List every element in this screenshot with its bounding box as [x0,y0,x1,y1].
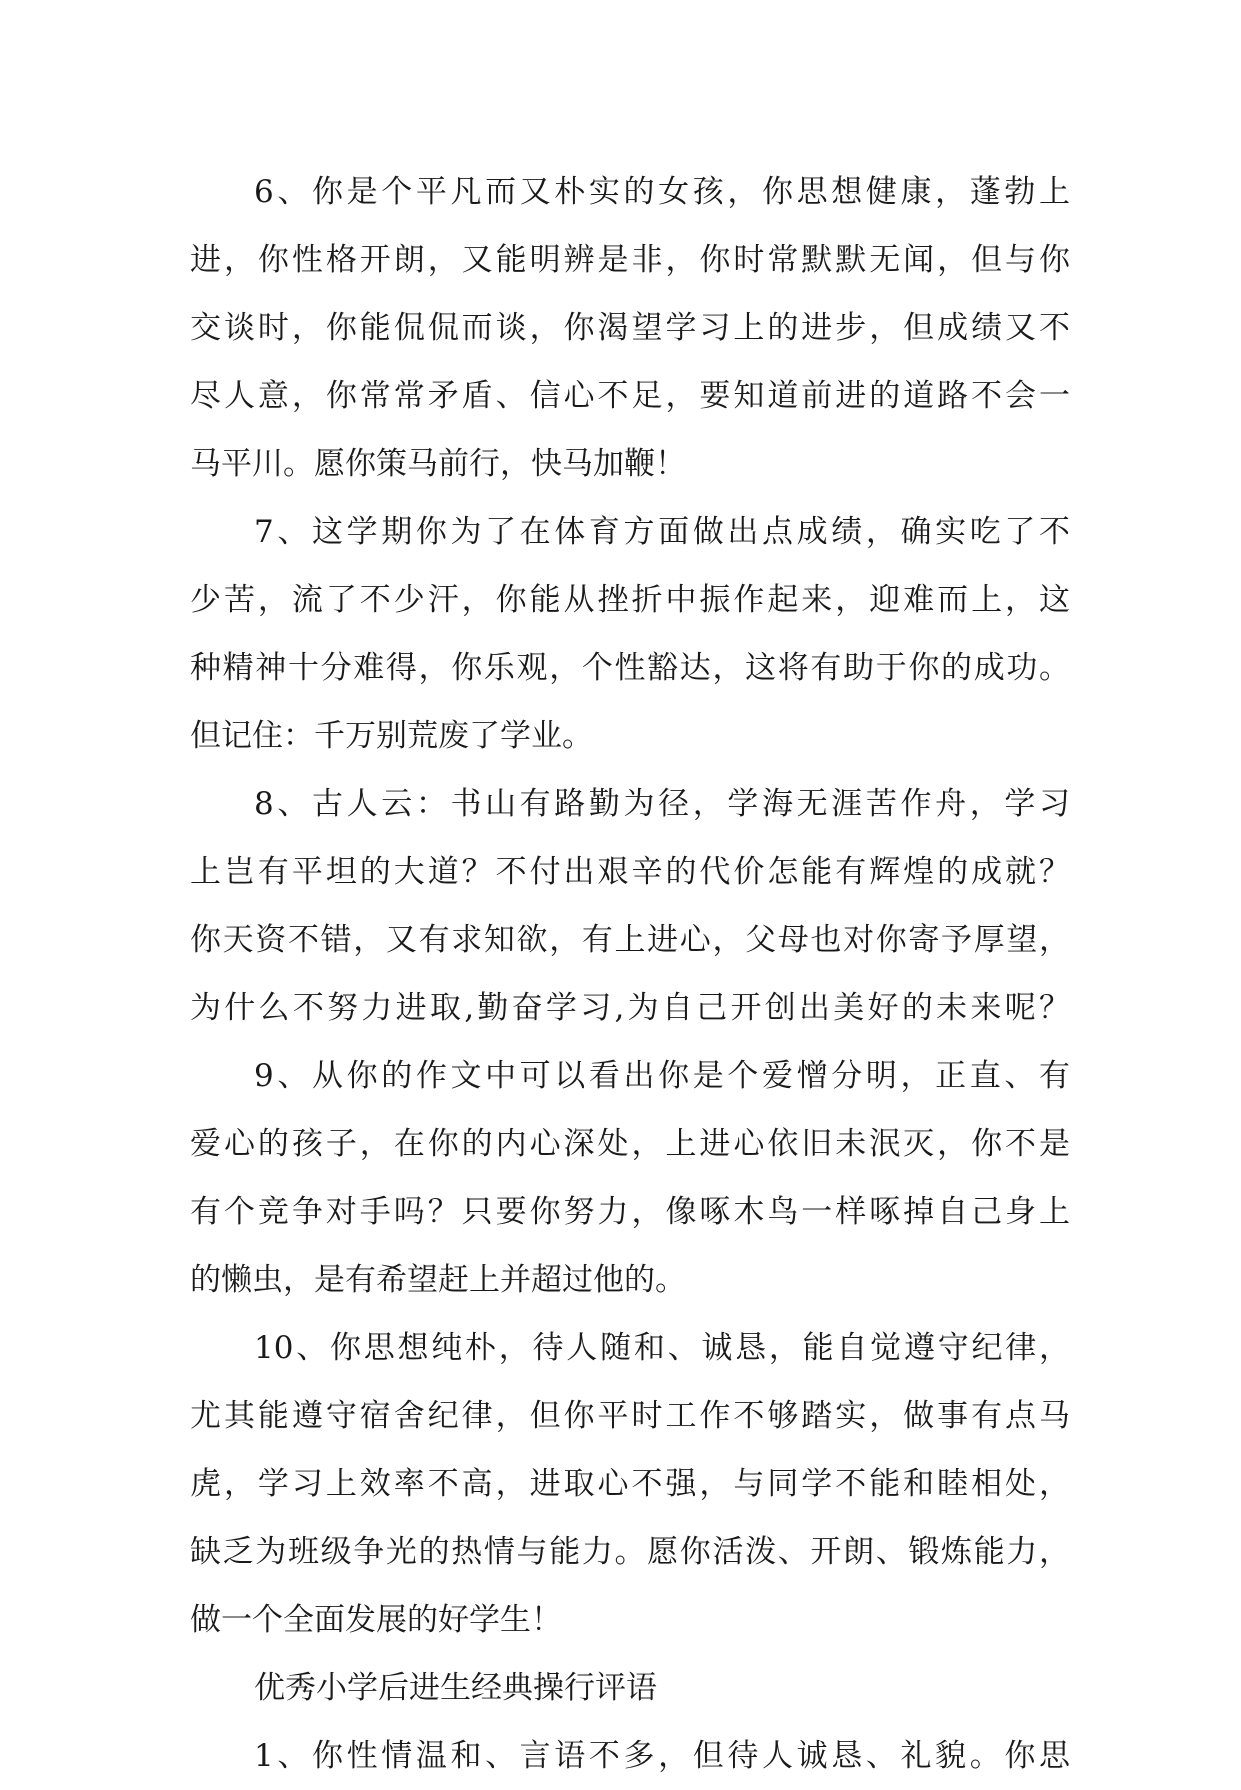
paragraph-8-line-1: 8、古人云：书山有路勤为径，学海无涯苦作舟，学习 [254,786,1070,822]
paragraph-6-line-3: 交谈时，你能侃侃而谈，你渴望学习上的进步，但成绩又不 [190,310,1070,346]
paragraph-10-line-5: 做一个全面发展的好学生！ [190,1602,562,1638]
paragraph-6-line-2: 进，你性格开朗，又能明辨是非，你时常默默无闻，但与你 [190,242,1070,278]
paragraph-7-line-1: 7、这学期你为了在体育方面做出点成绩，确实吃了不 [254,514,1070,550]
paragraph-6-line-1: 6、你是个平凡而又朴实的女孩，你思想健康，蓬勃上 [254,174,1070,210]
paragraph-8-line-2: 上岂有平坦的大道？不付出艰辛的代价怎能有辉煌的成就？ [190,854,1070,890]
paragraph-7-line-2: 少苦，流了不少汗，你能从挫折中振作起来，迎难而上，这 [190,582,1070,618]
paragraph-6-line-5: 马平川。愿你策马前行，快马加鞭！ [190,446,686,482]
paragraph-10-line-1: 10、你思想纯朴，待人随和、诚恳，能自觉遵守纪律， [254,1330,1070,1366]
paragraph-1-line-1: 1、你性情温和、言语不多，但待人诚恳、礼貌。你思 [254,1738,1070,1774]
paragraph-8-line-4: 为什么不努力进取,勤奋学习,为自己开创出美好的未来呢？ [190,990,1070,1026]
paragraph-10-line-3: 虎，学习上效率不高，进取心不强，与同学不能和睦相处， [190,1466,1070,1502]
paragraph-9-line-3: 有个竞争对手吗？只要你努力，像啄木鸟一样啄掉自己身上 [190,1194,1070,1230]
paragraph-7-line-4: 但记住：千万别荒废了学业。 [190,718,593,754]
paragraph-7-line-3: 种精神十分难得，你乐观，个性豁达，这将有助于你的成功。 [190,650,1070,686]
document-body [190,158,1070,1790]
paragraph-8-line-3: 你天资不错，又有求知欲，有上进心，父母也对你寄予厚望， [190,922,1070,958]
paragraph-9-line-4: 的懒虫，是有希望赶上并超过他的。 [190,1262,686,1298]
paragraph-6-line-4: 尽人意，你常常矛盾、信心不足，要知道前进的道路不会一 [190,378,1070,414]
paragraph-10-line-2: 尤其能遵守宿舍纪律，但你平时工作不够踏实，做事有点马 [190,1398,1070,1434]
paragraph-9-line-2: 爱心的孩子，在你的内心深处，上进心依旧未泯灭，你不是 [190,1126,1070,1162]
paragraph-9-line-1: 9、从你的作文中可以看出你是个爱憎分明，正直、有 [254,1058,1070,1094]
paragraph-10-line-4: 缺乏为班级争光的热情与能力。愿你活泼、开朗、锻炼能力， [190,1534,1070,1570]
section-heading: 优秀小学后进生经典操行评语 [254,1670,657,1706]
